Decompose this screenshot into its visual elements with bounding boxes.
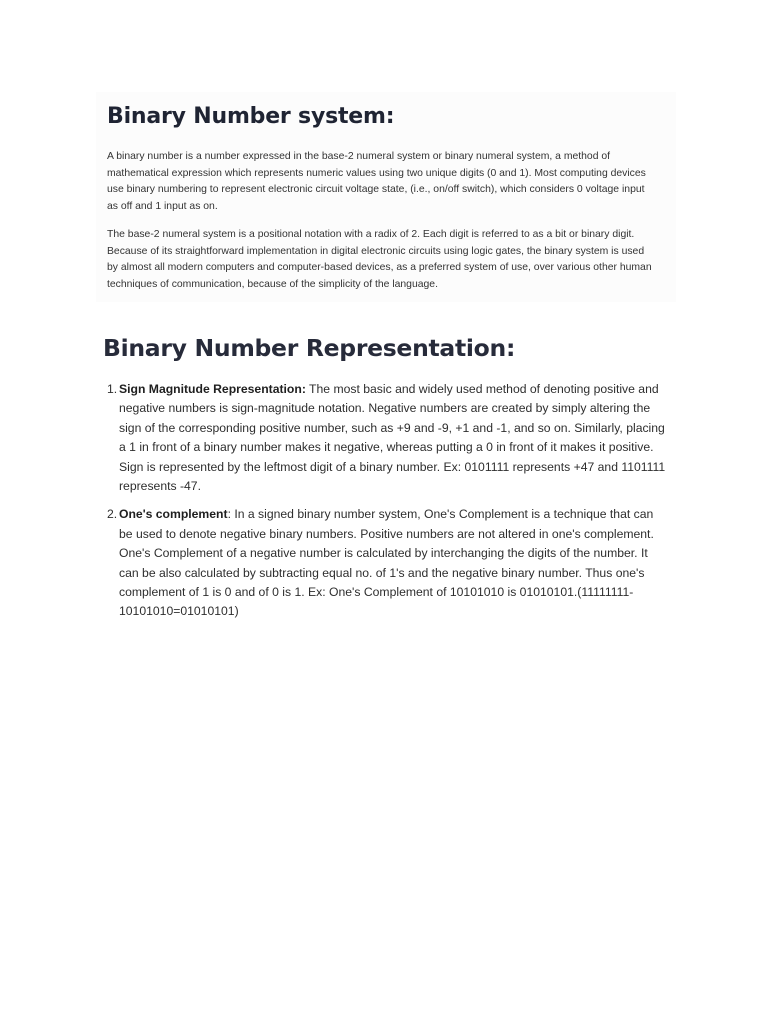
- list-item-number: 1.: [107, 382, 118, 396]
- list-item-text: The most basic and widely used method of denoting positive and negative numbers is sign-magnitude notation. Negative numbers are created by simply altering the sign of the corresponding positive number, such as +9 and -9, +1 and -1, and so on. Similarly, placing a 1 in front of a binary number makes it negative, whereas putting a 0 in front of it makes it positive. Sign is represented by the leftmost digit of a binary number. Ex: 0101111 represents +47 and 1101111 represents -47.: [119, 382, 666, 494]
- binary-number-system-section: [96, 92, 676, 302]
- list-item-term: One's complement: [119, 507, 228, 522]
- list-item-ones-complement: [107, 505, 667, 621]
- list-item-text: : In a signed binary number system, One's Complement is a technique that can be used to denote negative binary numbers. Positive numbers are not altered in one's complement. One's Complement of a negative number is calculated by interchanging the digits of the number. It can be also calculated by subtracting equal no. of 1's and the negative binary number. Thus one's complement of 1 is 0 and of 0 is 1. Ex: One's Complement of 10101010 is 01010101.(11111111-10101010=01010101): [119, 507, 654, 619]
- list-item-number: 2.: [107, 507, 118, 522]
- binary-definition-paragraph: A binary number is a number expressed in the base-2 numeral system or binary numeral system, a method of mathematical expression which represents numeric values using two unique digits (0 and 1). Most computing devices use binary numbering to represent electronic circuit voltage state, (i.e., on/off switch), which considers 0 voltage input as off and 1 input as on.: [107, 151, 646, 212]
- representation-list: [107, 380, 667, 622]
- list-item-term: Sign Magnitude Representation:: [119, 382, 306, 396]
- list-item-sign-magnitude: [107, 380, 667, 496]
- binary-number-system-heading: Binary Number system:: [107, 104, 395, 129]
- base2-paragraph: The base-2 numeral system is a positional notation with a radix of 2. Each digit is referred to as a bit or binary digit. Because of its straightforward implementation in digital electronic circuits using logic gates, the binary system is used by almost all modern computers and computer-based devices, as a preferred system of use, over various other human techniques of communication, because of the simplicity of the language.: [107, 229, 652, 290]
- binary-representation-heading: Binary Number Representation:: [103, 334, 516, 362]
